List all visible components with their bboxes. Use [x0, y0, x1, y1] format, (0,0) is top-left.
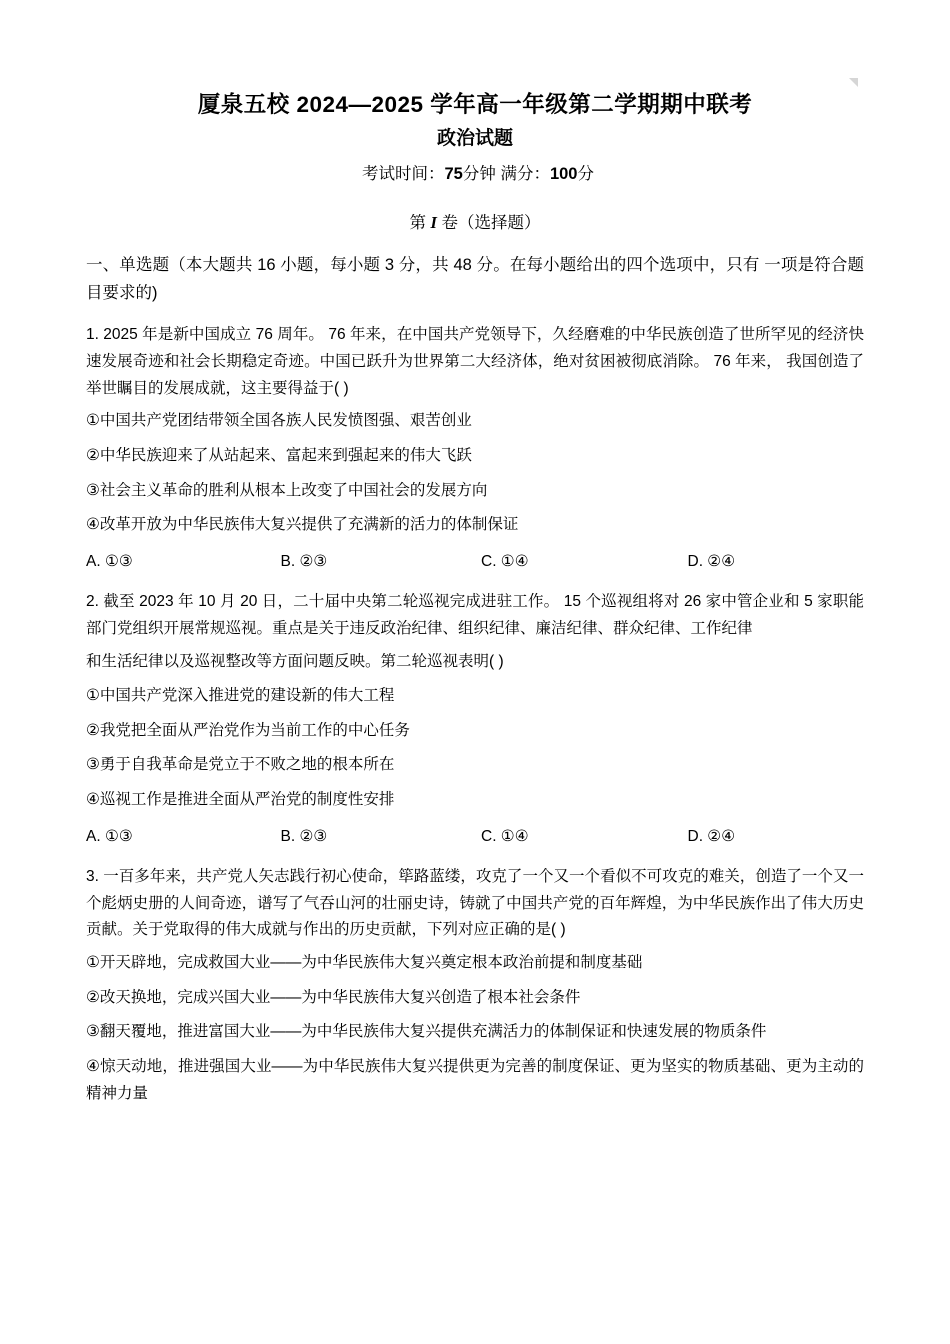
question-choice-line: ③勇于自我革命是党立于不败之地的根本所在	[86, 756, 395, 774]
exam-info	[86, 160, 864, 190]
section-prefix: 第	[409, 213, 426, 232]
section-roman-numeral: I	[430, 212, 437, 232]
exam-score-unit: 分	[577, 165, 594, 184]
exam-time-label: 考试时间：	[362, 165, 445, 184]
question-stem: 2. 截至 2023 年 10 月 20 日，二十届中央第二轮巡视完成进驻工作。 15 个巡视组将对 26 家中管企业和 5 家职能部门党组织开展常规巡视。重点是关于违反政治纪律、组织纪律、廉洁纪律、群众纪律、工作纪律	[86, 593, 864, 637]
question-choice-line: ②我党把全面从严治党作为当前工作的中心任务	[86, 721, 410, 739]
question-choice-line: ①开天辟地，完成救国大业——为中华民族伟大复兴奠定根本政治前提和制度基础	[86, 954, 643, 972]
page-title: 厦泉五校 2024—2025 学年高一年级第二学期期中联考	[197, 92, 753, 117]
question-choice-line: ①中国共产党深入推进党的建设新的伟大工程	[86, 687, 395, 705]
page-subtitle: 政治试题	[436, 127, 513, 149]
page-corner-mark	[849, 78, 858, 87]
question-choice-line: ④惊天动地，推进强国大业——为中华民族伟大复兴提供更为完善的制度保证、更为坚实的物质基础、更为主动的精神力量	[86, 1058, 864, 1102]
question-stem: 1. 2025 年是新中国成立 76 周年。 76 年来，在中国共产党领导下，久经磨难的中华民族创造了世所罕见的经济快速发展奇迹和社会长期稳定奇迹。中国已跃升为世界第二大经济体，绝对贫困被彻底消除。 76 年来， 我国创造了举世瞩目的发展成就，这主要得益于( )	[86, 326, 864, 397]
question-choice-line: ①中国共产党团结带领全国各族人民发愤图强、艰苦创业	[86, 412, 472, 430]
question-item	[86, 589, 864, 850]
question-stem: 3. 一百多年来，共产党人矢志践行初心使命，筚路蓝缕，攻克了一个又一个看似不可攻克的难关，创造了一个又一个彪炳史册的人间奇迹，谱写了气吞山河的壮丽史诗，铸就了中国共产党的百年辉煌，为中华民族作出了伟大历史贡献。关于党取得的伟大成就与作出的历史贡献，下列对应正确的是( )	[86, 868, 864, 939]
exam-time-value: 75	[444, 165, 463, 184]
option-a[interactable]: A. ①③	[86, 827, 133, 845]
section-heading	[86, 208, 864, 239]
option-c[interactable]: C. ①④	[481, 827, 529, 845]
option-d[interactable]: D. ②④	[687, 827, 736, 845]
option-c[interactable]: C. ①④	[481, 552, 529, 570]
question-choice-line: ④改革开放为中华民族伟大复兴提供了充满新的活力的体制保证	[86, 516, 519, 534]
exam-score-label: 分钟 满分：	[462, 165, 550, 184]
question-choice-line: ③社会主义革命的胜利从根本上改变了中国社会的发展方向	[86, 481, 488, 499]
option-a[interactable]: A. ①③	[86, 552, 133, 570]
option-b[interactable]: B. ②③	[280, 552, 328, 570]
question-item	[86, 322, 864, 575]
section-suffix: 卷（选择题）	[441, 213, 541, 232]
question-stem-continued: 和生活纪律以及巡视整改等方面问题反映。第二轮巡视表明( )	[86, 652, 504, 670]
question-choice-line: ③翻天覆地，推进富国大业——为中华民族伟大复兴提供充满活力的体制保证和快速发展的物质条件	[86, 1023, 767, 1041]
question-choice-line: ②改天换地，完成兴国大业——为中华民族伟大复兴创造了根本社会条件	[86, 988, 581, 1006]
exam-score-value: 100	[549, 165, 578, 184]
part-one-instructions: 一、单选题（本大题共 16 小题，每小题 3 分，共 48 分。在每小题给出的四个选项中，只有 一项是符合题目要求的)	[86, 255, 864, 303]
question-options	[86, 549, 864, 575]
question-item	[86, 864, 864, 1107]
option-b[interactable]: B. ②③	[280, 827, 328, 845]
question-options	[86, 824, 864, 850]
question-choice-line: ④巡视工作是推进全面从严治党的制度性安排	[86, 791, 395, 809]
option-d[interactable]: D. ②④	[687, 552, 736, 570]
question-choice-line: ②中华民族迎来了从站起来、富起来到强起来的伟大飞跃	[86, 446, 472, 464]
